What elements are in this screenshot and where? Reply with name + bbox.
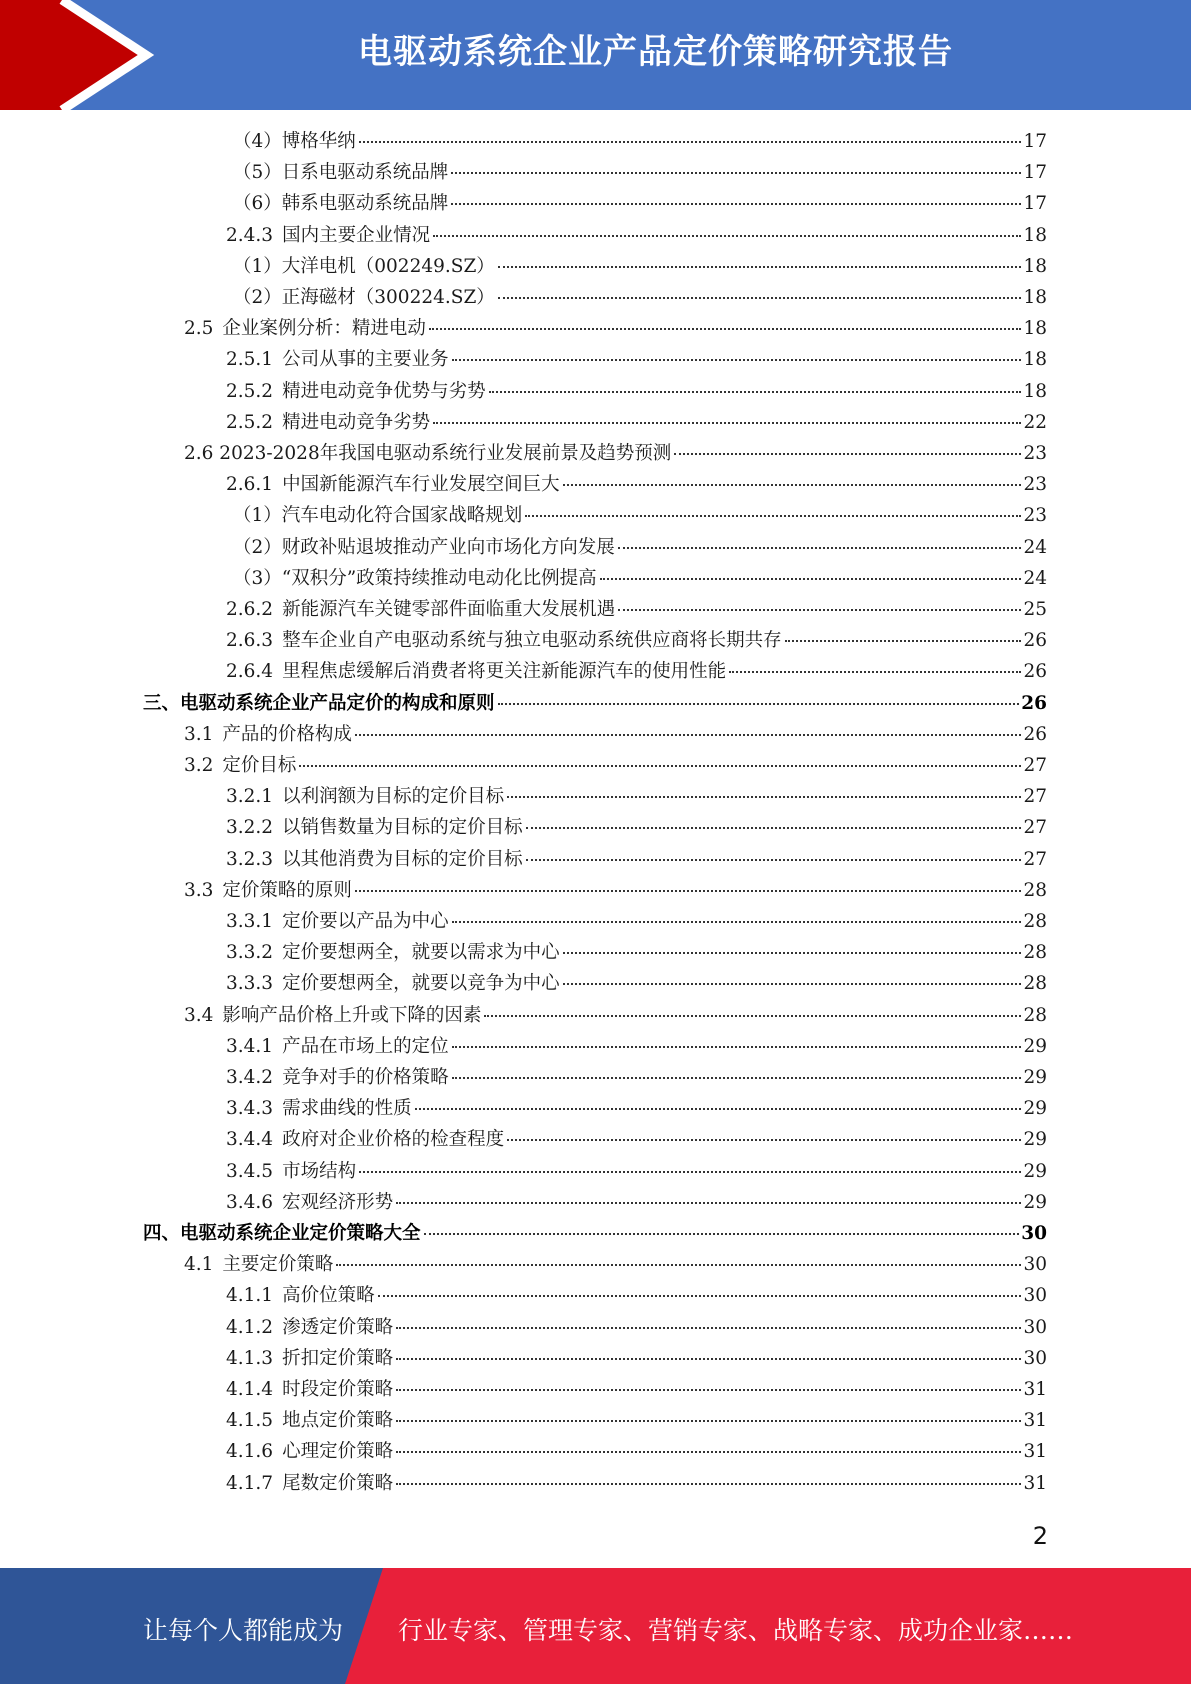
- toc-entry-title: 以其他消费为目标的定价目标: [282, 848, 523, 870]
- toc-entry-page: 25: [1023, 599, 1047, 620]
- toc-entry-number: 2.6.3: [226, 630, 274, 652]
- toc-entry-number: 2.5.2: [226, 380, 274, 402]
- toc-entry-page: 27: [1023, 817, 1047, 839]
- toc-dot-leader: [451, 203, 1021, 205]
- toc-entry-title: 精进电动竞争优势与劣势: [282, 380, 486, 402]
- toc-entry-page: 30: [1023, 1347, 1047, 1369]
- toc-entry-title: 定价目标: [222, 755, 297, 776]
- toc-entry[interactable]: [226, 845, 1047, 876]
- toc-entry-title: 折扣定价策略: [282, 1347, 394, 1369]
- toc-entry-page: 28: [1023, 879, 1047, 901]
- toc-dot-leader: [452, 359, 1022, 361]
- toc-entry-title: 2.6 2023-2028年我国电驱动系统行业发展前景及趋势预测: [184, 443, 672, 464]
- toc-dot-leader: [451, 172, 1021, 174]
- toc-dot-leader: [498, 266, 1022, 268]
- toc-entry-title: （1）大洋电机（002249.SZ）: [233, 255, 495, 277]
- toc-entry-page: 26: [1023, 630, 1047, 652]
- toc-entry-title: 里程焦虑缓解后消费者将更关注新能源汽车的使用性能: [282, 661, 727, 683]
- toc-entry-page: 18: [1023, 349, 1047, 371]
- toc-dot-leader: [452, 921, 1022, 923]
- toc-entry-number: 2.6.4: [226, 661, 274, 683]
- toc-entry[interactable]: [143, 1219, 1047, 1250]
- toc-entry-page: 18: [1023, 318, 1047, 340]
- toc-entry[interactable]: [226, 1094, 1047, 1125]
- toc-entry-page: 17: [1023, 193, 1047, 215]
- toc-entry[interactable]: [226, 1125, 1047, 1156]
- toc-dot-leader: [484, 1015, 1021, 1017]
- toc-entry-title: 高价位策略: [282, 1285, 375, 1307]
- toc-entry[interactable]: [226, 595, 1047, 626]
- toc-dot-leader: [563, 983, 1022, 985]
- toc-entry[interactable]: [233, 533, 1047, 564]
- toc-dot-leader: [785, 640, 1022, 642]
- toc-entry[interactable]: [226, 1032, 1047, 1063]
- toc-entry-title: （5）日系电驱动系统品牌: [233, 162, 449, 184]
- toc-entry-title: 定价要想两全，就要以竞争为中心: [282, 973, 560, 995]
- toc-entry-title: 中国新能源汽车行业发展空间巨大: [282, 474, 560, 496]
- toc-entry[interactable]: [184, 439, 1047, 470]
- toc-dot-leader: [396, 1202, 1021, 1204]
- toc-entry-title: 定价要以产品为中心: [282, 911, 449, 932]
- toc-dot-leader: [526, 827, 1022, 829]
- toc-dot-leader: [355, 734, 1022, 736]
- toc-dot-leader: [563, 484, 1022, 486]
- toc-entry-number: 4.1.7: [226, 1472, 274, 1494]
- toc-dot-leader: [507, 796, 1021, 798]
- toc-entry-title: （2）财政补贴退坡推动产业向市场化方向发展: [233, 536, 615, 558]
- toc-entry[interactable]: [226, 969, 1047, 1000]
- toc-dot-leader: [336, 1264, 1021, 1266]
- toc-entry[interactable]: [184, 751, 1047, 782]
- toc-entry-page: 26: [1023, 661, 1047, 683]
- toc-dot-leader: [396, 1483, 1021, 1485]
- toc-dot-leader: [378, 1295, 1022, 1297]
- toc-entry[interactable]: [226, 657, 1047, 688]
- toc-dot-leader: [424, 1233, 1020, 1235]
- toc-entry[interactable]: [226, 470, 1047, 501]
- toc-entry-number: 4.1.4: [226, 1379, 274, 1400]
- toc-entry-title: 以销售数量为目标的定价目标: [282, 817, 523, 839]
- toc-entry-number: 2.5.2: [226, 411, 274, 433]
- toc-dot-leader: [526, 859, 1022, 861]
- toc-entry-title: 影响产品价格上升或下降的因素: [222, 1004, 482, 1026]
- toc-entry-title: 产品在市场上的定位: [282, 1035, 449, 1057]
- toc-entry-page: 30: [1021, 1223, 1047, 1244]
- toc-entry-number: 3.2.2: [226, 817, 274, 839]
- toc-entry-number: 4.1.1: [226, 1285, 274, 1307]
- toc-entry-page: 29: [1023, 1160, 1047, 1182]
- toc-dot-leader: [452, 1077, 1022, 1079]
- toc-entry-page: 29: [1023, 1129, 1047, 1151]
- toc-entry-number: 3.2.3: [226, 848, 274, 870]
- toc-entry[interactable]: [233, 127, 1047, 158]
- toc-dot-leader: [600, 578, 1022, 580]
- toc-entry-number: 3.4.3: [226, 1098, 274, 1120]
- toc-entry-page: 27: [1023, 755, 1047, 776]
- toc-entry-page: 30: [1023, 1316, 1047, 1338]
- toc-entry-page: 28: [1023, 973, 1047, 995]
- toc-entry-title: 整车企业自产电驱动系统与独立电驱动系统供应商将长期共存: [282, 630, 782, 652]
- toc-entry-title: 新能源汽车关键零部件面临重大发展机遇: [282, 599, 616, 620]
- toc-entry-page: 28: [1023, 1004, 1047, 1026]
- toc-dot-leader: [359, 1171, 1021, 1173]
- toc-entry[interactable]: [226, 1344, 1047, 1375]
- toc-entry[interactable]: [233, 252, 1047, 283]
- toc-entry-title: 时段定价策略: [282, 1379, 394, 1400]
- toc-entry[interactable]: [226, 1469, 1047, 1500]
- toc-entry-number: 3.4.5: [226, 1160, 274, 1182]
- toc-entry-page: 18: [1023, 255, 1047, 277]
- toc-entry[interactable]: [226, 782, 1047, 813]
- toc-entry-page: 18: [1023, 287, 1047, 308]
- toc-entry[interactable]: [233, 283, 1047, 314]
- toc-entry-title: 尾数定价策略: [282, 1472, 394, 1494]
- toc-entry-page: 18: [1023, 380, 1047, 402]
- toc-dot-leader: [498, 297, 1022, 299]
- toc-entry[interactable]: [226, 408, 1047, 439]
- toc-entry-number: 2.4.3: [226, 224, 274, 246]
- toc-entry-title: 国内主要企业情况: [282, 224, 431, 246]
- toc-entry[interactable]: [226, 1281, 1047, 1312]
- toc-entry[interactable]: [143, 689, 1047, 720]
- toc-dot-leader: [359, 141, 1022, 143]
- toc-entry-page: 27: [1023, 786, 1047, 808]
- toc-entry-title: （4）博格华纳: [233, 131, 356, 152]
- toc-dot-leader: [396, 1420, 1021, 1422]
- footer-slogan: 让每个人都能成为: [143, 1616, 344, 1645]
- toc-entry-page: 27: [1023, 848, 1047, 870]
- toc-entry[interactable]: [233, 564, 1047, 595]
- toc-entry-number: 4.1.6: [226, 1441, 274, 1463]
- toc-entry-number: 3.4: [184, 1004, 214, 1026]
- toc-entry-title: 定价要想两全，就要以需求为中心: [282, 942, 560, 964]
- toc-dot-leader: [396, 1451, 1021, 1453]
- toc-entry[interactable]: [226, 1406, 1047, 1437]
- report-title: 电驱动系统企业产品定价策略研究报告: [358, 32, 953, 72]
- toc-entry-title: 三、电驱动系统企业产品定价的构成和原则: [143, 692, 495, 714]
- toc-entry-title: 地点定价策略: [282, 1410, 394, 1432]
- toc-entry[interactable]: [226, 813, 1047, 844]
- toc-entry-title: 以利润额为目标的定价目标: [282, 786, 505, 808]
- toc-entry[interactable]: [226, 221, 1047, 252]
- toc-dot-leader: [396, 1358, 1021, 1360]
- toc-entry-page: 23: [1023, 474, 1047, 496]
- toc-entry-number: 4.1.3: [226, 1347, 274, 1369]
- toc-dot-leader: [489, 391, 1022, 393]
- toc-entry[interactable]: [226, 626, 1047, 657]
- toc-entry-page: 30: [1023, 1285, 1047, 1307]
- toc-entry-title: （3）“双积分”政策持续推动电动化比例提高: [233, 567, 597, 589]
- toc-entry-title: （2）正海磁材（300224.SZ）: [233, 287, 495, 308]
- toc-entry-title: （6）韩系电驱动系统品牌: [233, 193, 449, 215]
- toc-entry-title: 企业案例分析：精进电动: [222, 318, 426, 340]
- toc-entry-page: 29: [1023, 1067, 1047, 1088]
- toc-dot-leader: [498, 703, 1020, 705]
- toc-dot-leader: [729, 671, 1021, 673]
- toc-entry-number: 3.3.3: [226, 973, 274, 995]
- toc-entry-title: （1）汽车电动化符合国家战略规划: [233, 505, 523, 527]
- toc-entry-page: 30: [1023, 1254, 1047, 1276]
- toc-dot-leader: [618, 609, 1021, 611]
- toc-entry[interactable]: [226, 938, 1047, 969]
- toc-dot-leader: [618, 547, 1022, 549]
- toc-entry-title: 精进电动竞争劣势: [282, 411, 431, 433]
- toc-entry-page: 18: [1023, 224, 1047, 246]
- page-header: [0, 0, 1191, 110]
- toc-entry-page: 17: [1023, 131, 1047, 152]
- toc-dot-leader: [674, 453, 1021, 455]
- toc-entry[interactable]: [226, 907, 1047, 938]
- toc-entry[interactable]: [233, 501, 1047, 532]
- toc-dot-leader: [433, 422, 1021, 424]
- toc-entry-number: 3.4.1: [226, 1035, 274, 1057]
- toc-entry-page: 26: [1023, 723, 1047, 745]
- toc-entry-number: 2.5.1: [226, 349, 274, 371]
- toc-entry-title: 政府对企业价格的检查程度: [282, 1129, 505, 1151]
- toc-entry-page: 23: [1023, 505, 1047, 527]
- toc-entry-number: 3.3.1: [226, 911, 274, 932]
- toc-entry-page: 26: [1021, 692, 1047, 714]
- toc-entry-title: 需求曲线的性质: [282, 1098, 412, 1120]
- toc-dot-leader: [507, 1139, 1021, 1141]
- toc-entry[interactable]: [226, 1313, 1047, 1344]
- toc-entry-page: 23: [1023, 443, 1047, 464]
- toc-entry-number: 3.3.2: [226, 942, 274, 964]
- toc-dot-leader: [563, 952, 1022, 954]
- toc-entry-title: 市场结构: [282, 1160, 357, 1182]
- toc-dot-leader: [355, 890, 1022, 892]
- toc-dot-leader: [452, 1046, 1022, 1048]
- toc-entry-page: 31: [1023, 1472, 1047, 1494]
- toc-entry-title: 渗透定价策略: [282, 1316, 394, 1338]
- toc-entry-number: 3.4.4: [226, 1129, 274, 1151]
- toc-entry-page: 29: [1023, 1098, 1047, 1120]
- toc-entry-number: 3.2.1: [226, 786, 274, 808]
- toc-entry[interactable]: [184, 314, 1047, 345]
- toc-entry-page: 24: [1023, 567, 1047, 589]
- toc-entry-title: 产品的价格构成: [222, 723, 352, 745]
- toc-entry-page: 24: [1023, 536, 1047, 558]
- toc-entry-number: 3.2: [184, 755, 214, 776]
- toc-entry-page: 31: [1023, 1410, 1047, 1432]
- toc-entry[interactable]: [226, 1375, 1047, 1406]
- toc-entry-title: 公司从事的主要业务: [282, 349, 449, 371]
- page-footer: [0, 1568, 1191, 1684]
- toc-entry[interactable]: [184, 876, 1047, 907]
- toc-dot-leader: [525, 515, 1021, 517]
- toc-entry[interactable]: [233, 158, 1047, 189]
- toc-entry[interactable]: [184, 1001, 1047, 1032]
- toc-entry-number: 4.1: [184, 1254, 214, 1276]
- toc-entry-page: 31: [1023, 1379, 1047, 1400]
- toc-entry-number: 3.1: [184, 723, 214, 745]
- toc-entry[interactable]: [226, 1437, 1047, 1468]
- toc-dot-leader: [429, 328, 1022, 330]
- toc-dot-leader: [433, 235, 1021, 237]
- toc-entry-page: 17: [1023, 162, 1047, 184]
- toc-entry-number: 2.6.2: [226, 599, 274, 620]
- toc-entry-number: 4.1.5: [226, 1410, 274, 1432]
- toc-entry-title: 定价策略的原则: [222, 879, 352, 901]
- toc-entry[interactable]: [226, 1188, 1047, 1219]
- toc-dot-leader: [299, 765, 1021, 767]
- toc-entry-title: 宏观经济形势: [282, 1191, 394, 1213]
- toc-entry[interactable]: [226, 1157, 1047, 1188]
- toc-entry[interactable]: [226, 1063, 1047, 1094]
- toc-entry-page: 29: [1023, 1191, 1047, 1213]
- footer-expert-list: 行业专家、管理专家、营销专家、战略专家、成功企业家……: [398, 1616, 1074, 1645]
- toc-entry-number: 3.3: [184, 879, 214, 901]
- toc-dot-leader: [396, 1389, 1021, 1391]
- toc-dot-leader: [415, 1108, 1022, 1110]
- toc-entry[interactable]: [184, 1250, 1047, 1281]
- toc-entry-number: 2.5: [184, 318, 214, 340]
- toc-entry-title: 主要定价策略: [222, 1254, 334, 1276]
- toc-entry-number: 3.4.2: [226, 1067, 274, 1088]
- toc-entry[interactable]: [226, 377, 1047, 408]
- toc-entry-title: 四、电驱动系统企业定价策略大全: [143, 1223, 421, 1244]
- toc-entry-title: 竞争对手的价格策略: [282, 1067, 449, 1088]
- page-number: 2: [1032, 1522, 1048, 1550]
- toc-entry-page: 28: [1023, 942, 1047, 964]
- toc-entry-number: 2.6.1: [226, 474, 274, 496]
- toc-entry-page: 22: [1023, 411, 1047, 433]
- toc-entry-page: 29: [1023, 1035, 1047, 1057]
- toc-entry[interactable]: [233, 189, 1047, 220]
- toc-entry-number: 4.1.2: [226, 1316, 274, 1338]
- toc-entry-title: 心理定价策略: [282, 1441, 394, 1463]
- toc-entry[interactable]: [226, 345, 1047, 376]
- toc-entry-page: 28: [1023, 911, 1047, 932]
- toc-dot-leader: [396, 1327, 1021, 1329]
- toc-entry-page: 31: [1023, 1441, 1047, 1463]
- toc-entry-number: 3.4.6: [226, 1191, 274, 1213]
- toc-entry[interactable]: [184, 720, 1047, 751]
